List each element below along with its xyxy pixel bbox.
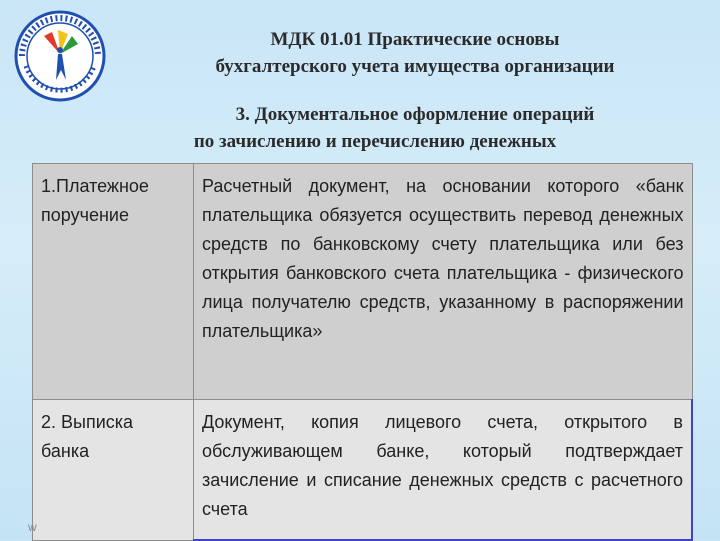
section-heading-line-2: по зачислению и перечислению денежных [193, 131, 557, 152]
section-heading-line-1: 3. Документальное оформление операций [235, 104, 595, 125]
definition-cell: Документ, копия лицевого счета, открытого в обслуживающем банке, который подтверждает зачисление и списание денежных средств с расчетного счета [194, 400, 693, 541]
footer-mark: w [28, 520, 37, 534]
table-row [33, 164, 693, 400]
table-row [33, 400, 693, 541]
definition-cell: Расчетный документ, на основании которого «банк плательщика обязуется осуществить перевод денежных средств по банковскому счету плательщика или без открытия банковского счета плательщика - физического лица получателю средств, указанному в распоряжении плательщика» [194, 164, 693, 400]
college-logo [14, 10, 106, 102]
section-heading [40, 101, 710, 155]
term-cell: 2. Выписка банка [33, 400, 194, 541]
documents-table [32, 163, 693, 541]
title-line-1: МДК 01.01 Практические основы [270, 29, 560, 50]
term-cell: 1.Платежное поручение [33, 164, 194, 400]
title-line-2: бухгалтерского учета имущества организации [215, 56, 615, 77]
page-title [120, 26, 710, 80]
